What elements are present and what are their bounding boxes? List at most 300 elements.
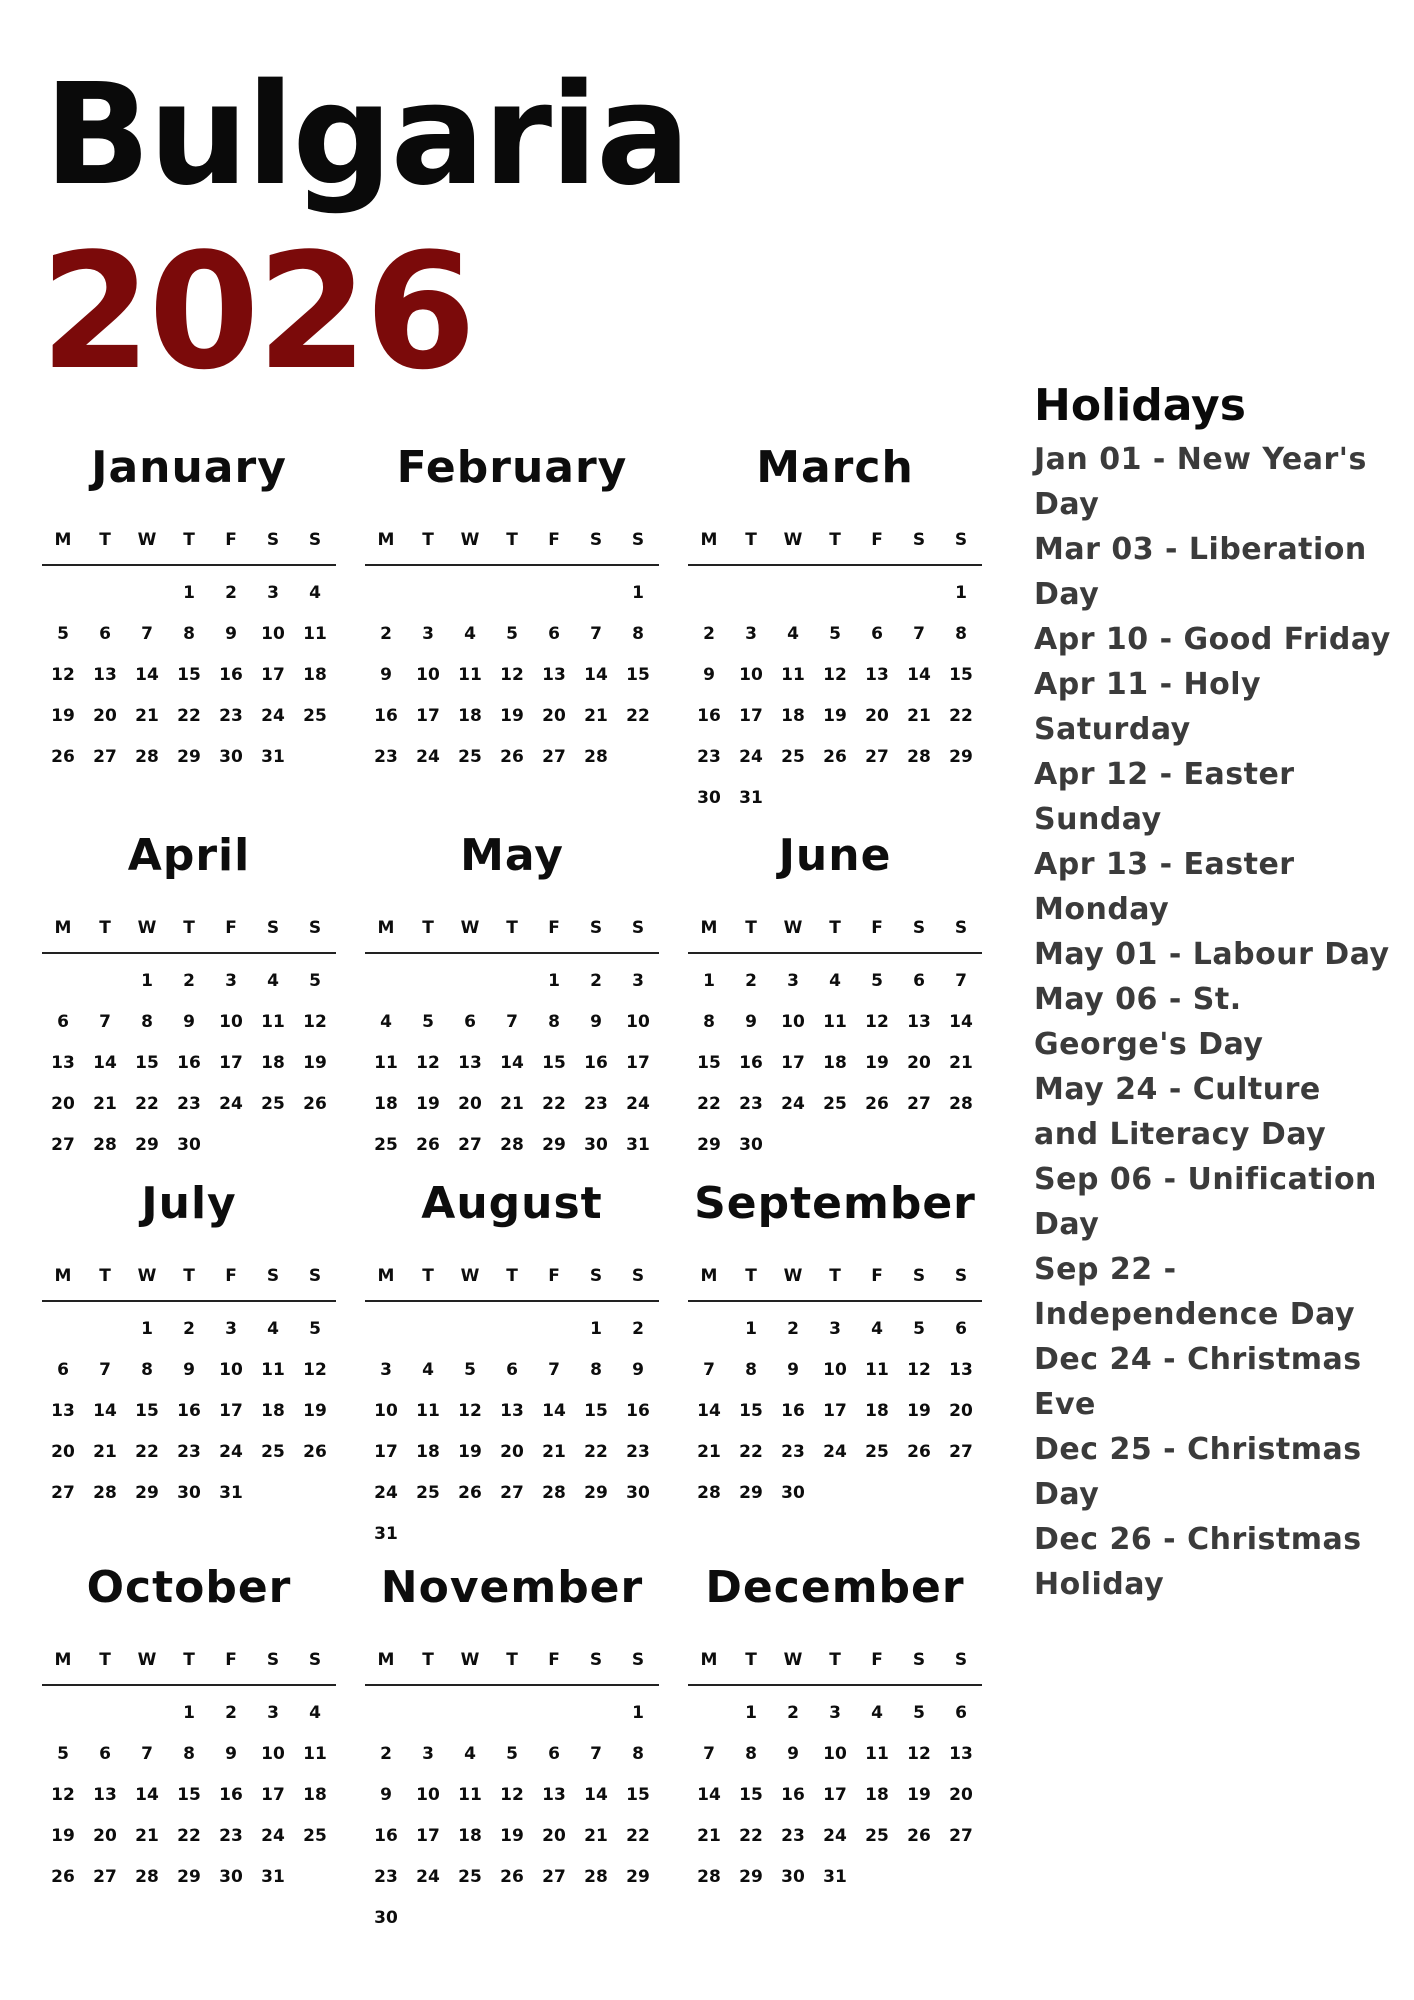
day-cell: 3 — [380, 1359, 392, 1380]
month-name: January — [91, 442, 287, 493]
day-cell: 6 — [464, 1011, 476, 1032]
day-cell: 30 — [219, 1866, 243, 1887]
day-cell: 10 — [739, 664, 763, 685]
day-cell: 2 — [225, 1702, 237, 1723]
day-cell: 21 — [135, 1825, 159, 1846]
day-cell: 14 — [135, 1784, 159, 1805]
weekday-label: W — [783, 1650, 803, 1670]
day-cell: 28 — [907, 746, 931, 767]
day-cell: 31 — [219, 1482, 243, 1503]
day-cell: 11 — [374, 1052, 398, 1073]
day-cell: 8 — [745, 1359, 757, 1380]
day-cell: 26 — [823, 746, 847, 767]
day-cell: 6 — [955, 1702, 967, 1723]
day-cell: 23 — [626, 1441, 650, 1462]
day-cell: 20 — [93, 705, 117, 726]
month-october — [42, 1560, 336, 1897]
day-cell: 13 — [865, 664, 889, 685]
day-cell: 9 — [183, 1011, 195, 1032]
day-cell: 13 — [949, 1743, 973, 1764]
day-cell: 1 — [548, 970, 560, 991]
day-cell: 29 — [177, 746, 201, 767]
day-cell: 7 — [703, 1743, 715, 1764]
day-cell: 28 — [135, 746, 159, 767]
day-cell: 9 — [590, 1011, 602, 1032]
week-row — [688, 613, 982, 654]
day-cell: 2 — [787, 1318, 799, 1339]
week-row — [688, 1001, 982, 1042]
day-cell: 20 — [949, 1784, 973, 1805]
day-cell: 28 — [697, 1482, 721, 1503]
day-cell: 6 — [57, 1011, 69, 1032]
day-cell: 24 — [416, 1866, 440, 1887]
day-grid — [688, 1692, 982, 1897]
weekday-label: M — [700, 918, 718, 938]
weekday-label: S — [308, 918, 322, 938]
day-cell: 19 — [865, 1052, 889, 1073]
day-cell: 18 — [458, 705, 482, 726]
day-cell: 11 — [865, 1359, 889, 1380]
week-row — [42, 1431, 336, 1472]
day-cell: 12 — [865, 1011, 889, 1032]
holidays-panel — [1034, 380, 1394, 1607]
day-cell: 30 — [219, 746, 243, 767]
month-name: November — [380, 1562, 644, 1613]
day-cell: 29 — [697, 1134, 721, 1155]
day-cell: 29 — [739, 1866, 763, 1887]
weekday-label: T — [745, 918, 757, 938]
day-cell: 23 — [177, 1093, 201, 1114]
day-cell: 8 — [955, 623, 967, 644]
week-row — [42, 1124, 336, 1165]
day-cell: 1 — [745, 1702, 757, 1723]
day-cell: 16 — [781, 1784, 805, 1805]
day-cell: 21 — [907, 705, 931, 726]
day-cell: 15 — [626, 1784, 650, 1805]
holiday-item: Apr 11 - Holy Saturday — [1034, 667, 1262, 747]
weekday-label: S — [589, 1266, 603, 1286]
week-row — [42, 1692, 336, 1733]
weekday-label: W — [137, 530, 157, 550]
day-cell: 17 — [823, 1400, 847, 1421]
day-cell: 25 — [303, 1825, 327, 1846]
weekday-label: M — [377, 1266, 395, 1286]
week-row — [688, 1349, 982, 1390]
day-cell: 14 — [907, 664, 931, 685]
day-cell: 6 — [57, 1359, 69, 1380]
day-cell: 4 — [871, 1702, 883, 1723]
day-cell: 23 — [739, 1093, 763, 1114]
weekday-label: T — [829, 1650, 841, 1670]
day-cell: 1 — [745, 1318, 757, 1339]
day-cell: 2 — [745, 970, 757, 991]
day-cell: 6 — [955, 1318, 967, 1339]
weekday-label: M — [54, 1650, 72, 1670]
weekday-label: W — [137, 918, 157, 938]
day-cell: 9 — [745, 1011, 757, 1032]
week-row — [365, 1774, 659, 1815]
day-cell: 31 — [261, 746, 285, 767]
day-cell: 15 — [177, 1784, 201, 1805]
weekday-label: S — [589, 1650, 603, 1670]
day-cell: 6 — [506, 1359, 518, 1380]
day-cell: 3 — [225, 1318, 237, 1339]
day-cell: 18 — [261, 1400, 285, 1421]
day-cell: 19 — [823, 705, 847, 726]
day-cell: 7 — [548, 1359, 560, 1380]
day-cell: 18 — [823, 1052, 847, 1073]
day-cell: 7 — [955, 970, 967, 991]
day-cell: 23 — [177, 1441, 201, 1462]
day-cell: 13 — [500, 1400, 524, 1421]
day-cell: 9 — [787, 1359, 799, 1380]
weekday-label: T — [99, 918, 111, 938]
day-cell: 6 — [99, 623, 111, 644]
day-cell: 28 — [542, 1482, 566, 1503]
month-march — [688, 440, 982, 818]
day-cell: 19 — [303, 1400, 327, 1421]
weekday-label: W — [783, 530, 803, 550]
day-cell: 28 — [584, 746, 608, 767]
day-cell: 27 — [907, 1093, 931, 1114]
day-cell: 30 — [739, 1134, 763, 1155]
day-cell: 14 — [949, 1011, 973, 1032]
day-cell: 24 — [823, 1825, 847, 1846]
day-cell: 29 — [135, 1482, 159, 1503]
day-cell: 28 — [93, 1134, 117, 1155]
day-cell: 30 — [177, 1134, 201, 1155]
day-cell: 3 — [745, 623, 757, 644]
day-cell: 11 — [416, 1400, 440, 1421]
week-row — [365, 1513, 659, 1554]
day-cell: 6 — [548, 623, 560, 644]
day-cell: 22 — [739, 1441, 763, 1462]
month-name: February — [396, 442, 628, 493]
day-cell: 4 — [309, 582, 321, 603]
day-cell: 4 — [464, 623, 476, 644]
day-cell: 28 — [500, 1134, 524, 1155]
day-cell: 17 — [261, 1784, 285, 1805]
day-cell: 26 — [303, 1441, 327, 1462]
day-cell: 27 — [93, 746, 117, 767]
week-row — [42, 1815, 336, 1856]
weekday-label: F — [225, 918, 237, 938]
week-row — [365, 1472, 659, 1513]
day-cell: 17 — [261, 664, 285, 685]
day-cell: 21 — [542, 1441, 566, 1462]
day-cell: 25 — [865, 1441, 889, 1462]
month-name: March — [756, 442, 914, 493]
day-cell: 31 — [739, 787, 763, 808]
day-cell: 13 — [949, 1359, 973, 1380]
day-cell: 31 — [626, 1134, 650, 1155]
day-cell: 9 — [703, 664, 715, 685]
week-row — [365, 1897, 659, 1938]
weekday-label: S — [589, 530, 603, 550]
weekday-header — [42, 1258, 336, 1302]
day-cell: 2 — [590, 970, 602, 991]
day-cell: 5 — [506, 623, 518, 644]
weekday-label: S — [912, 1650, 926, 1670]
month-name: May — [460, 830, 564, 881]
day-cell: 24 — [823, 1441, 847, 1462]
day-cell: 3 — [422, 623, 434, 644]
week-row — [365, 1308, 659, 1349]
day-cell: 21 — [584, 1825, 608, 1846]
day-cell: 5 — [309, 1318, 321, 1339]
day-cell: 29 — [739, 1482, 763, 1503]
day-cell: 5 — [57, 1743, 69, 1764]
weekday-label: M — [377, 918, 395, 938]
week-row — [42, 1349, 336, 1390]
day-cell: 13 — [907, 1011, 931, 1032]
day-cell: 2 — [380, 623, 392, 644]
week-row — [688, 1856, 982, 1897]
day-cell: 17 — [374, 1441, 398, 1462]
weekday-label: F — [548, 918, 560, 938]
day-cell: 7 — [590, 1743, 602, 1764]
week-row — [688, 736, 982, 777]
day-cell: 28 — [93, 1482, 117, 1503]
weekday-label: S — [631, 918, 645, 938]
day-cell: 14 — [584, 1784, 608, 1805]
weekday-label: S — [631, 1650, 645, 1670]
holiday-item: Dec 26 - Christmas Holiday — [1034, 1522, 1362, 1602]
day-cell: 1 — [141, 1318, 153, 1339]
day-cell: 27 — [51, 1134, 75, 1155]
day-cell: 18 — [303, 664, 327, 685]
day-cell: 7 — [913, 623, 925, 644]
week-row — [365, 1815, 659, 1856]
day-cell: 1 — [632, 1702, 644, 1723]
day-cell: 24 — [739, 746, 763, 767]
week-row — [688, 1815, 982, 1856]
day-cell: 2 — [183, 1318, 195, 1339]
week-row — [42, 654, 336, 695]
weekday-label: S — [308, 1266, 322, 1286]
month-name: August — [421, 1178, 603, 1229]
day-cell: 5 — [871, 970, 883, 991]
weekday-label: T — [99, 530, 111, 550]
day-grid — [365, 1308, 659, 1554]
day-cell: 23 — [374, 746, 398, 767]
day-cell: 15 — [135, 1400, 159, 1421]
day-cell: 12 — [51, 1784, 75, 1805]
weekday-label: M — [377, 530, 395, 550]
weekday-label: M — [54, 1266, 72, 1286]
day-cell: 5 — [464, 1359, 476, 1380]
day-cell: 15 — [177, 664, 201, 685]
day-cell: 20 — [51, 1093, 75, 1114]
day-cell: 30 — [697, 787, 721, 808]
day-cell: 26 — [500, 746, 524, 767]
day-cell: 7 — [506, 1011, 518, 1032]
holiday-item: Jan 01 - New Year's Day — [1034, 442, 1367, 522]
day-cell: 23 — [584, 1093, 608, 1114]
day-cell: 9 — [225, 1743, 237, 1764]
day-cell: 16 — [177, 1400, 201, 1421]
weekday-label: T — [745, 1650, 757, 1670]
day-cell: 7 — [141, 623, 153, 644]
day-cell: 24 — [626, 1093, 650, 1114]
weekday-label: T — [745, 1266, 757, 1286]
week-row — [688, 1390, 982, 1431]
day-cell: 12 — [500, 1784, 524, 1805]
day-cell: 1 — [183, 1702, 195, 1723]
day-cell: 25 — [303, 705, 327, 726]
day-cell: 18 — [781, 705, 805, 726]
day-cell: 6 — [548, 1743, 560, 1764]
week-row — [365, 1733, 659, 1774]
day-cell: 29 — [542, 1134, 566, 1155]
week-row — [688, 1733, 982, 1774]
weekday-label: T — [422, 918, 434, 938]
day-cell: 22 — [135, 1441, 159, 1462]
holiday-item: Apr 13 - Easter Monday — [1034, 847, 1295, 927]
week-row — [365, 960, 659, 1001]
day-cell: 30 — [781, 1482, 805, 1503]
weekday-label: T — [422, 1266, 434, 1286]
holiday-list — [1034, 437, 1394, 1607]
day-cell: 10 — [374, 1400, 398, 1421]
day-cell: 23 — [781, 1441, 805, 1462]
week-row — [42, 1733, 336, 1774]
weekday-header — [688, 522, 982, 566]
day-cell: 5 — [506, 1743, 518, 1764]
weekday-label: F — [548, 530, 560, 550]
day-cell: 25 — [458, 1866, 482, 1887]
weekday-label: M — [700, 1650, 718, 1670]
weekday-label: M — [700, 530, 718, 550]
day-cell: 28 — [584, 1866, 608, 1887]
weekday-header — [42, 522, 336, 566]
weekday-label: W — [783, 918, 803, 938]
day-cell: 9 — [380, 1784, 392, 1805]
day-grid — [688, 960, 982, 1165]
weekday-label: M — [54, 530, 72, 550]
week-row — [365, 1390, 659, 1431]
day-cell: 12 — [458, 1400, 482, 1421]
day-cell: 16 — [219, 1784, 243, 1805]
day-cell: 7 — [99, 1359, 111, 1380]
weekday-label: F — [871, 530, 883, 550]
day-cell: 29 — [626, 1866, 650, 1887]
weekday-label: T — [99, 1266, 111, 1286]
weekday-header — [365, 522, 659, 566]
holiday-item: Sep 06 - Unification Day — [1034, 1162, 1377, 1242]
month-december — [688, 1560, 982, 1897]
weekday-label: S — [912, 1266, 926, 1286]
day-cell: 8 — [703, 1011, 715, 1032]
weekday-label: S — [308, 1650, 322, 1670]
day-cell: 12 — [823, 664, 847, 685]
day-cell: 10 — [626, 1011, 650, 1032]
weekday-label: T — [183, 1650, 195, 1670]
day-cell: 1 — [183, 582, 195, 603]
day-cell: 24 — [374, 1482, 398, 1503]
day-grid — [365, 960, 659, 1165]
month-name: April — [127, 830, 251, 881]
day-cell: 4 — [422, 1359, 434, 1380]
day-cell: 26 — [500, 1866, 524, 1887]
day-cell: 26 — [303, 1093, 327, 1114]
day-cell: 31 — [823, 1866, 847, 1887]
day-cell: 24 — [261, 1825, 285, 1846]
week-row — [688, 695, 982, 736]
weekday-header — [688, 910, 982, 954]
day-cell: 20 — [93, 1825, 117, 1846]
day-cell: 17 — [219, 1400, 243, 1421]
day-cell: 18 — [261, 1052, 285, 1073]
day-cell: 27 — [949, 1441, 973, 1462]
week-row — [688, 572, 982, 613]
day-cell: 4 — [464, 1743, 476, 1764]
day-cell: 14 — [697, 1784, 721, 1805]
week-row — [42, 1083, 336, 1124]
day-cell: 9 — [183, 1359, 195, 1380]
day-cell: 1 — [955, 582, 967, 603]
weekday-label: W — [460, 918, 480, 938]
day-cell: 8 — [183, 1743, 195, 1764]
day-cell: 14 — [542, 1400, 566, 1421]
day-cell: 8 — [183, 623, 195, 644]
day-cell: 8 — [745, 1743, 757, 1764]
day-cell: 31 — [261, 1866, 285, 1887]
day-cell: 19 — [51, 1825, 75, 1846]
month-name: December — [705, 1562, 965, 1613]
day-cell: 15 — [697, 1052, 721, 1073]
weekday-label: T — [183, 530, 195, 550]
holiday-item: Apr 10 - Good Friday — [1034, 622, 1391, 657]
day-cell: 24 — [781, 1093, 805, 1114]
day-cell: 21 — [949, 1052, 973, 1073]
day-cell: 27 — [865, 746, 889, 767]
day-cell: 4 — [871, 1318, 883, 1339]
weekday-label: S — [589, 918, 603, 938]
weekday-header — [365, 910, 659, 954]
day-cell: 12 — [303, 1359, 327, 1380]
day-cell: 22 — [739, 1825, 763, 1846]
week-row — [42, 960, 336, 1001]
weekday-label: W — [460, 530, 480, 550]
week-row — [688, 1308, 982, 1349]
weekday-label: M — [700, 1266, 718, 1286]
day-cell: 14 — [135, 664, 159, 685]
day-cell: 12 — [416, 1052, 440, 1073]
day-cell: 7 — [703, 1359, 715, 1380]
day-cell: 25 — [374, 1134, 398, 1155]
day-cell: 10 — [416, 664, 440, 685]
weekday-label: T — [506, 1266, 518, 1286]
day-cell: 31 — [374, 1523, 398, 1544]
day-cell: 27 — [542, 1866, 566, 1887]
day-cell: 16 — [584, 1052, 608, 1073]
day-cell: 10 — [823, 1743, 847, 1764]
day-cell: 4 — [380, 1011, 392, 1032]
day-cell: 23 — [781, 1825, 805, 1846]
day-cell: 15 — [626, 664, 650, 685]
week-row — [365, 1431, 659, 1472]
day-cell: 17 — [416, 705, 440, 726]
day-cell: 11 — [303, 623, 327, 644]
day-cell: 16 — [626, 1400, 650, 1421]
day-cell: 12 — [51, 664, 75, 685]
weekday-label: T — [829, 1266, 841, 1286]
day-cell: 9 — [787, 1743, 799, 1764]
weekday-label: S — [266, 1650, 280, 1670]
weekday-label: T — [506, 918, 518, 938]
day-cell: 13 — [93, 664, 117, 685]
